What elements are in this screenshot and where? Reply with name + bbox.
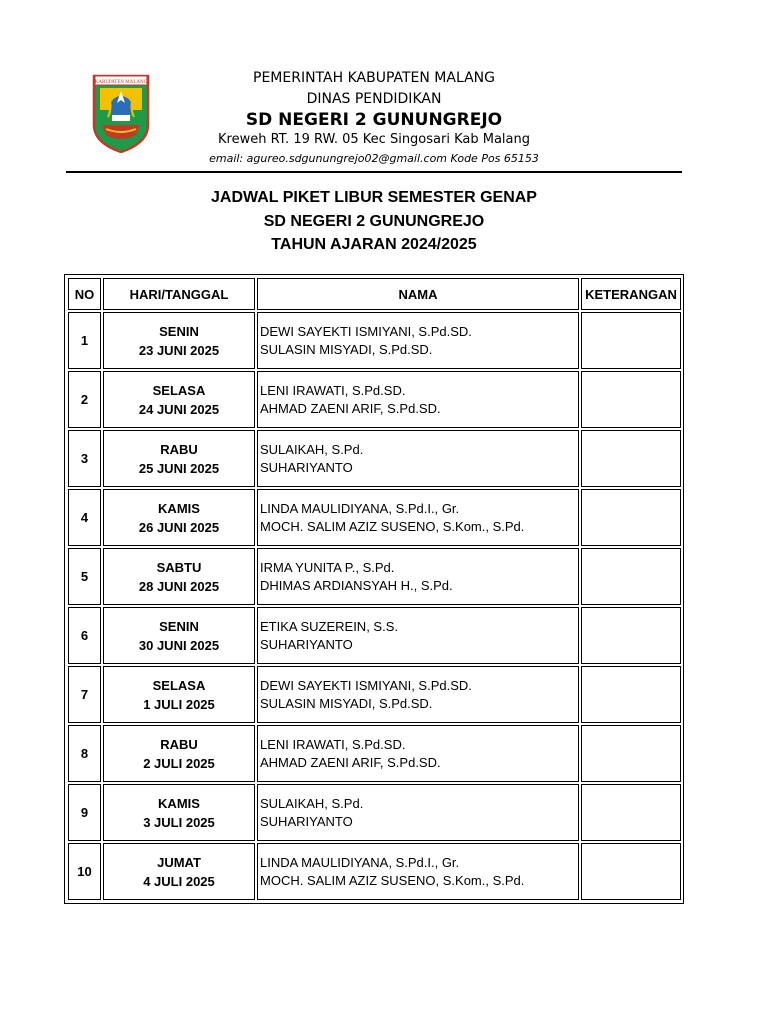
day-date-cell (103, 607, 255, 664)
keterangan-cell (581, 843, 681, 900)
names-cell (257, 666, 579, 723)
day-date-cell (103, 666, 255, 723)
teacher-name: AHMAD ZAENI ARIF, S.Pd.SD. (260, 400, 441, 416)
government-name: PEMERINTAH KABUPATEN MALANG (253, 70, 495, 86)
day-date-cell (103, 843, 255, 900)
schedule-table (66, 276, 683, 902)
document-subtitle-school: SD NEGERI 2 GUNUNGREJO (263, 213, 485, 230)
keterangan-cell (581, 548, 681, 605)
keterangan-cell (581, 607, 681, 664)
day-date-cell (103, 371, 255, 428)
keterangan-cell (581, 371, 681, 428)
date-text: 4 JULI 2025 (143, 873, 215, 889)
row-number: 2 (68, 371, 101, 428)
day-name: SELASA (152, 677, 206, 693)
row-number: 10 (68, 843, 101, 900)
day-date-cell (103, 725, 255, 782)
table-row (68, 666, 681, 723)
table-row (68, 548, 681, 605)
row-number: 7 (68, 666, 101, 723)
school-address: Kreweh RT. 19 RW. 05 Kec Singosari Kab Malang (217, 132, 530, 147)
table-header-row (68, 278, 681, 310)
table-row (68, 784, 681, 841)
names-cell (257, 430, 579, 487)
day-name: SABTU (156, 559, 202, 575)
row-number: 8 (68, 725, 101, 782)
table-row (68, 312, 681, 369)
date-text: 26 JUNI 2025 (138, 519, 220, 535)
header-keterangan: KETERANGAN (581, 278, 681, 310)
day-name: JUMAT (157, 854, 201, 870)
school-email: email: agureo.sdgunungrejo02@gmail.com Kode Pos 65153 (209, 152, 539, 165)
date-text: 25 JUNI 2025 (138, 460, 220, 476)
row-number: 9 (68, 784, 101, 841)
names-cell (257, 725, 579, 782)
logo-label: KABUPATEN MALANG (94, 80, 148, 85)
letterhead-divider (66, 171, 682, 173)
row-number: 6 (68, 607, 101, 664)
schedule-table-frame (64, 274, 684, 904)
teacher-name: SUHARIYANTO (260, 813, 353, 829)
department-name: DINAS PENDIDIKAN (306, 91, 442, 107)
day-name: RABU (160, 441, 198, 457)
day-date-cell (103, 784, 255, 841)
day-name: RABU (160, 736, 198, 752)
date-text: 2 JULI 2025 (143, 755, 215, 771)
table-row (68, 489, 681, 546)
table-row (68, 371, 681, 428)
teacher-name: IRMA YUNITA P., S.Pd. (260, 559, 395, 575)
names-cell (257, 784, 579, 841)
teacher-name: DEWI SAYEKTI ISMIYANI, S.Pd.SD. (260, 677, 472, 693)
names-cell (257, 489, 579, 546)
names-cell (257, 548, 579, 605)
date-text: 23 JUNI 2025 (138, 342, 220, 358)
teacher-name: SULASIN MISYADI, S.Pd.SD. (260, 695, 433, 711)
header-nama: NAMA (257, 278, 579, 310)
day-date-cell (103, 489, 255, 546)
day-name: SENIN (159, 323, 199, 339)
day-name: SENIN (159, 618, 199, 634)
names-cell (257, 607, 579, 664)
teacher-name: SULAIKAH, S.Pd. (260, 795, 364, 811)
header-no: NO (68, 278, 101, 310)
day-date-cell (103, 548, 255, 605)
teacher-name: MOCH. SALIM AZIZ SUSENO, S.Kom., S.Pd. (260, 518, 525, 534)
date-text: 24 JUNI 2025 (138, 401, 220, 417)
day-name: KAMIS (158, 500, 200, 516)
teacher-name: DHIMAS ARDIANSYAH H., S.Pd. (260, 577, 453, 593)
day-date-cell (103, 312, 255, 369)
keterangan-cell (581, 489, 681, 546)
document-title: JADWAL PIKET LIBUR SEMESTER GENAP (211, 189, 537, 206)
school-name: SD NEGERI 2 GUNUNGREJO (245, 110, 503, 130)
table-row (68, 607, 681, 664)
teacher-name: SULAIKAH, S.Pd. (260, 441, 364, 457)
date-text: 30 JUNI 2025 (138, 637, 220, 653)
keterangan-cell (581, 666, 681, 723)
names-cell (257, 312, 579, 369)
teacher-name: AHMAD ZAENI ARIF, S.Pd.SD. (260, 754, 441, 770)
teacher-name: ETIKA SUZEREIN, S.S. (260, 618, 398, 634)
keterangan-cell (581, 312, 681, 369)
day-name: SELASA (152, 382, 206, 398)
teacher-name: MOCH. SALIM AZIZ SUSENO, S.Kom., S.Pd. (260, 872, 525, 888)
row-number: 3 (68, 430, 101, 487)
keterangan-cell (581, 784, 681, 841)
date-text: 1 JULI 2025 (143, 696, 215, 712)
teacher-name: SUHARIYANTO (260, 636, 353, 652)
teacher-name: LENI IRAWATI, S.Pd.SD. (260, 736, 406, 752)
teacher-name: SUHARIYANTO (260, 459, 353, 475)
document-subtitle-year: TAHUN AJARAN 2024/2025 (271, 236, 477, 253)
row-number: 5 (68, 548, 101, 605)
teacher-name: LINDA MAULIDIYANA, S.Pd.I., Gr. (260, 500, 460, 516)
teacher-name: SULASIN MISYADI, S.Pd.SD. (260, 341, 433, 357)
day-date-cell (103, 430, 255, 487)
table-row (68, 430, 681, 487)
teacher-name: LINDA MAULIDIYANA, S.Pd.I., Gr. (260, 854, 460, 870)
row-number: 4 (68, 489, 101, 546)
table-row (68, 725, 681, 782)
date-text: 28 JUNI 2025 (138, 578, 220, 594)
keterangan-cell (581, 430, 681, 487)
day-name: KAMIS (158, 795, 200, 811)
teacher-name: LENI IRAWATI, S.Pd.SD. (260, 382, 406, 398)
header-hari-tanggal: HARI/TANGGAL (103, 278, 255, 310)
teacher-name: DEWI SAYEKTI ISMIYANI, S.Pd.SD. (260, 323, 472, 339)
row-number: 1 (68, 312, 101, 369)
date-text: 3 JULI 2025 (143, 814, 215, 830)
keterangan-cell (581, 725, 681, 782)
table-row (68, 843, 681, 900)
names-cell (257, 843, 579, 900)
names-cell (257, 371, 579, 428)
